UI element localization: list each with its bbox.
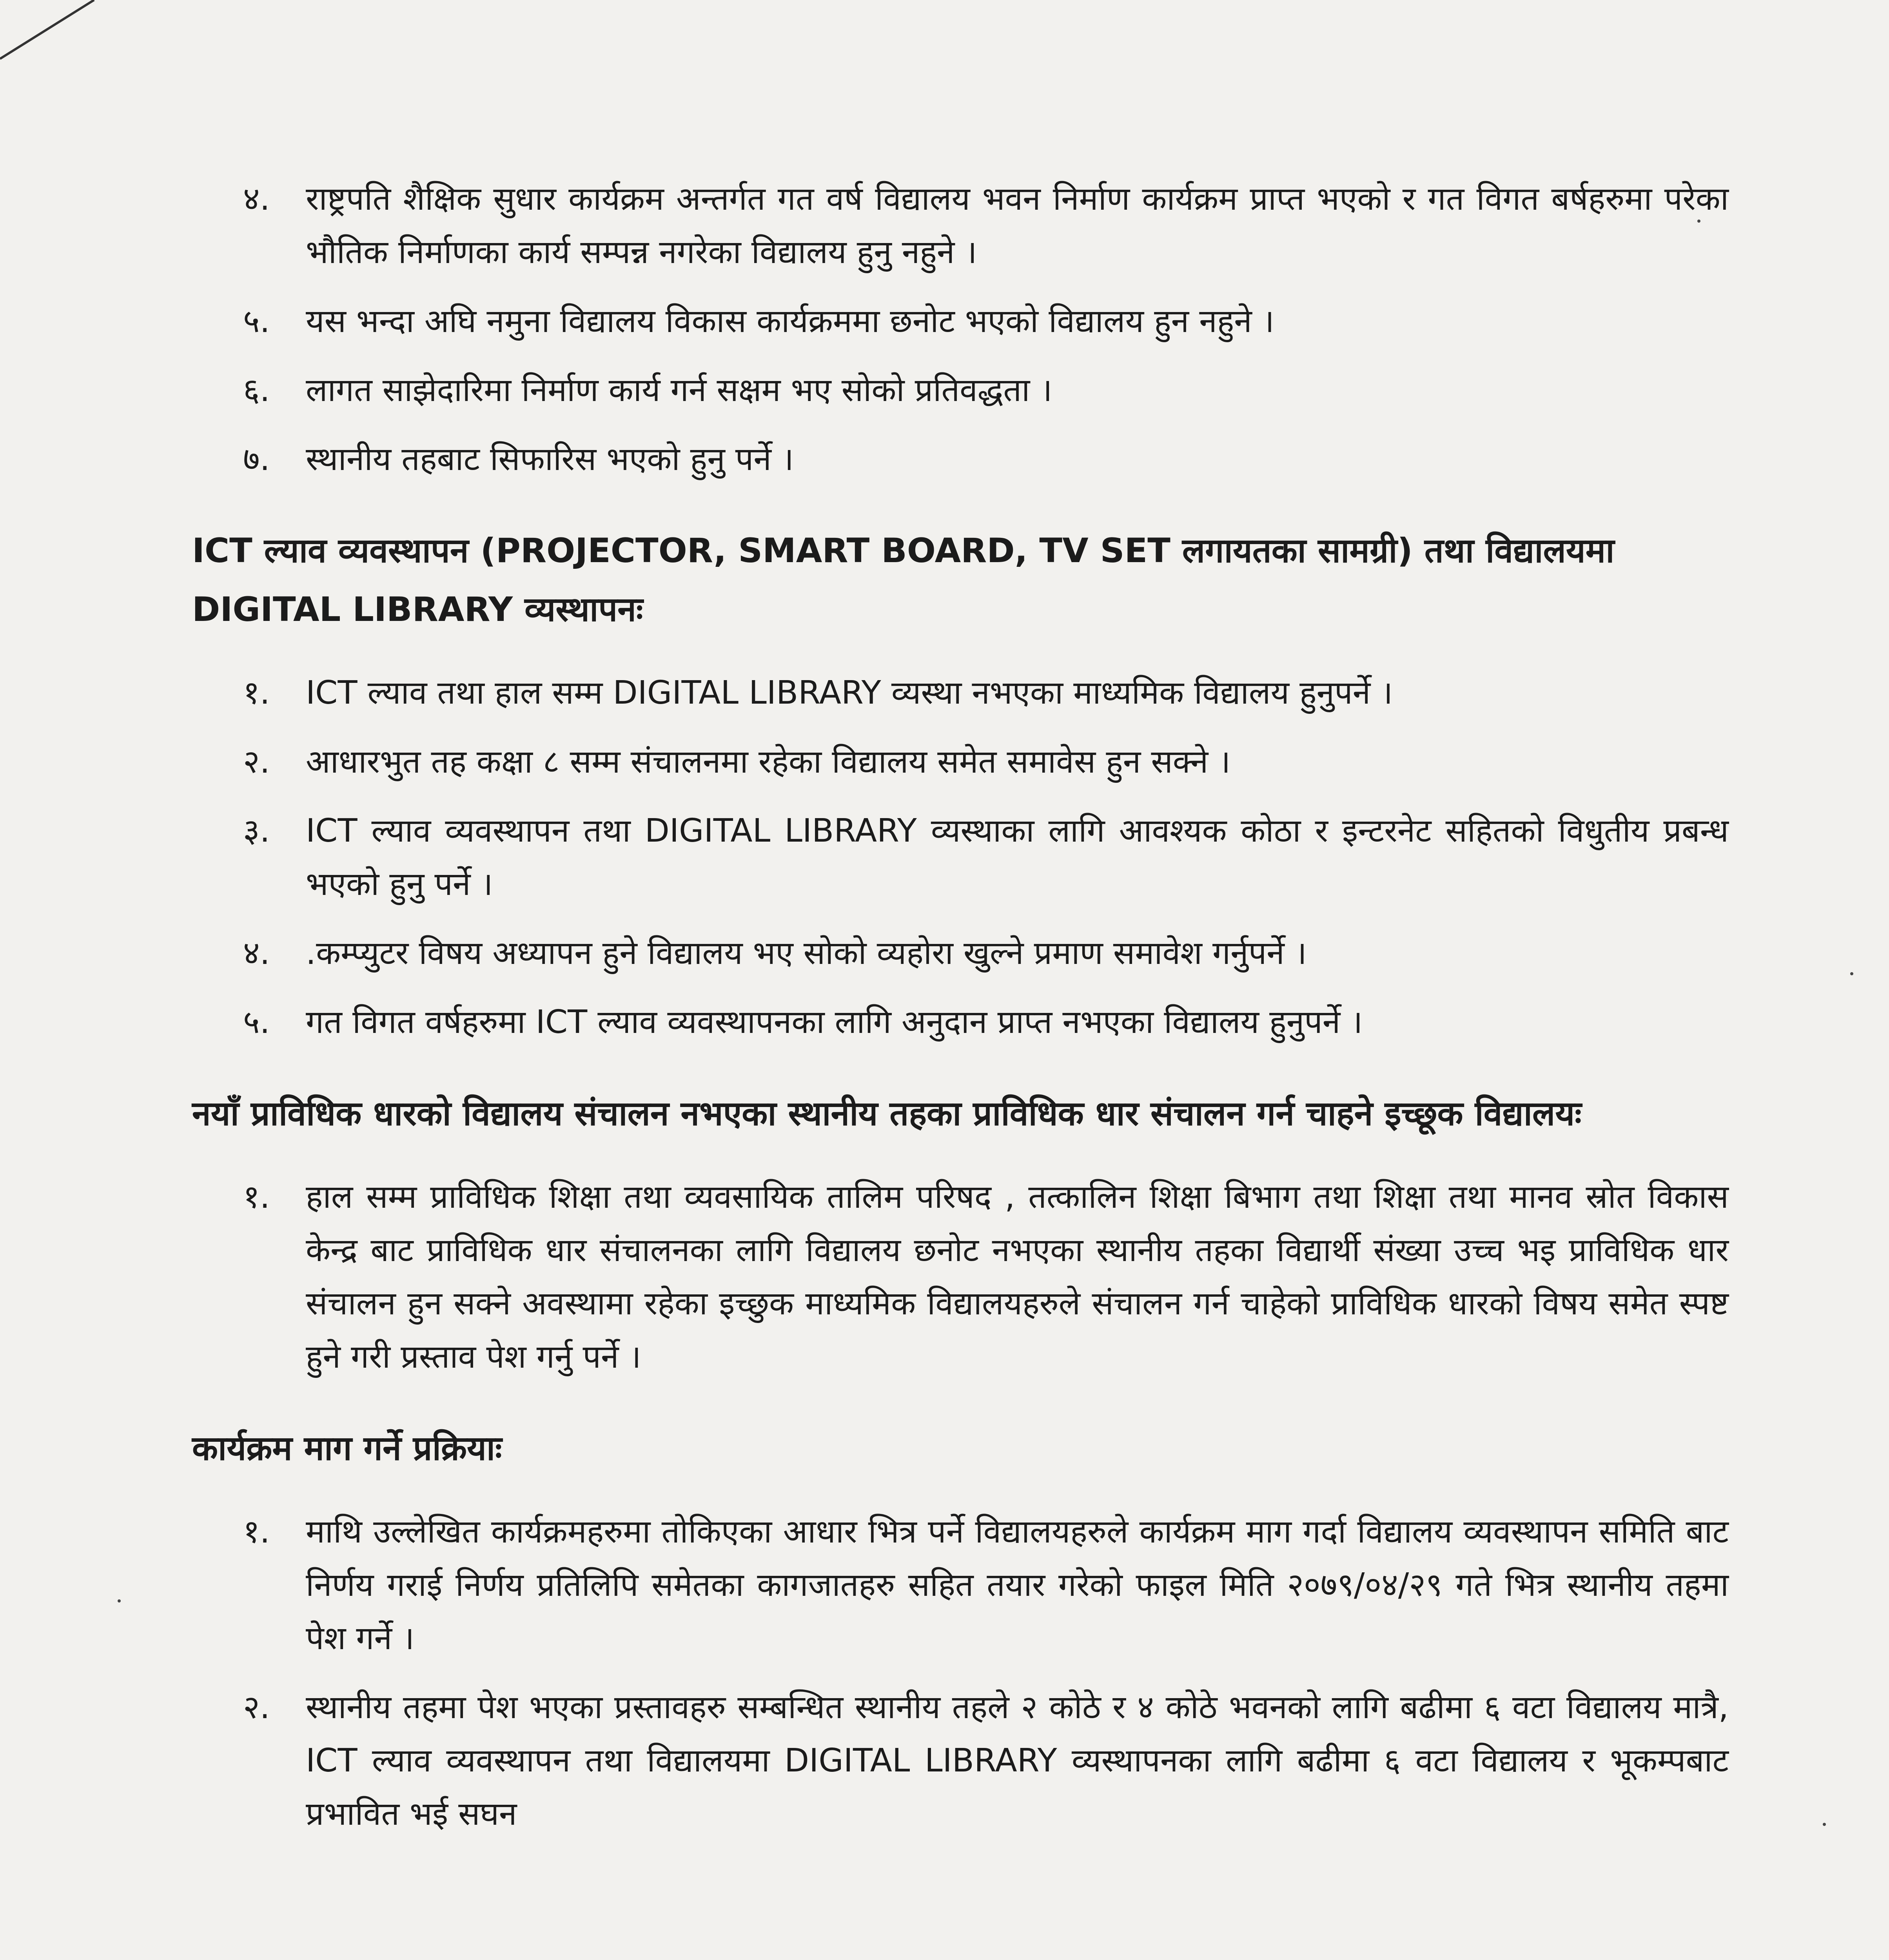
eligibility-list-continued (192, 172, 1729, 486)
item-number: ५. (243, 303, 270, 340)
item-text: ICT ल्याव व्यवस्थापन तथा DIGITAL LIBRARY व्यस्थाका लागि आवश्यक कोठा र इन्टरनेट सहितको विधुतीय प्रबन्ध भएको हुनु पर्ने । (306, 812, 1729, 903)
list-item (192, 666, 1729, 720)
item-number: ७. (243, 441, 270, 478)
item-text: आधारभुत तह कक्षा ८ सम्म संचालनमा रहेका विद्यालय समेत समावेस हुन सक्ने । (306, 743, 1231, 780)
item-number: १. (243, 1178, 270, 1216)
item-text: ICT ल्याव तथा हाल सम्म DIGITAL LIBRARY व्यस्था नभएका माध्यमिक विद्यालय हुनुपर्ने । (306, 674, 1393, 711)
list-item (192, 1505, 1729, 1665)
list-item (192, 927, 1729, 980)
list-item (192, 172, 1729, 279)
item-number: ३. (243, 812, 270, 849)
item-text: .कम्प्युटर विषय अध्यापन हुने विद्यालय भए सोको व्यहोरा खुल्ने प्रमाण समावेश गर्नुपर्ने । (306, 935, 1307, 972)
list-item (192, 1171, 1729, 1384)
item-text: लागत साझेदारिमा निर्माण कार्य गर्न सक्षम भए सोको प्रतिवद्धता । (306, 372, 1052, 409)
item-text: माथि उल्लेखित कार्यक्रमहरुमा तोकिएका आधार भित्र पर्ने विद्यालयहरुले कार्यक्रम माग गर्दा विद्यालय व्यवस्थापन समिति बाट निर्णय गराई निर्णय प्रतिलिपि समेतका कागजातहरु सहित तयार गरेको फाइल मिति २०७९/०४/२९ गते भित्र स्थानीय तहमा पेश गर्ने । (306, 1513, 1729, 1657)
item-number: ५. (243, 1004, 270, 1041)
list-item (192, 1681, 1729, 1841)
item-text: राष्ट्रपति शैक्षिक सुधार कार्यक्रम अन्तर्गत गत वर्ष विद्यालय भवन निर्माण कार्यक्रम प्राप्त भएको र गत विगत बर्षहरुमा परेका भौतिक निर्माणका कार्य सम्पन्न नगरेका विद्यालय हुनु नहुने । (306, 180, 1729, 271)
corner-pen-mark (0, 0, 102, 67)
scan-speck (1850, 972, 1853, 975)
item-number: ४. (243, 935, 270, 972)
list-item (192, 295, 1729, 348)
scan-speck (1823, 1823, 1826, 1826)
item-number: १. (243, 674, 270, 711)
scan-speck (118, 1599, 121, 1602)
document-body (192, 172, 1729, 1857)
item-text: स्थानीय तहमा पेश भएका प्रस्तावहरु सम्बन्धित स्थानीय तहले २ कोठे र ४ कोठे भवनको लागि बढीमा ६ वटा विद्यालय मात्रै, ICT ल्याव व्यवस्थापन तथा विद्यालयमा DIGITAL LIBRARY व्यस्थापनका लागि बढीमा ६ वटा विद्यालय र भूकम्पबाट प्रभावित भई सघन (306, 1689, 1729, 1833)
ict-section-heading: ICT ल्याव व्यवस्थापन (PROJECTOR, SMART BOARD, TV SET लगायतका सामग्री) तथा विद्यालयमा DIGITAL LIBRARY व्यस्थापनः (192, 531, 1615, 629)
item-text: हाल सम्म प्राविधिक शिक्षा तथा व्यवसायिक तालिम परिषद , तत्कालिन शिक्षा बिभाग तथा शिक्षा तथा मानव स्रोत विकास केन्द्र बाट प्राविधिक धार संचालनका लागि विद्यालय छनोट नभएका स्थानीय तहका विद्यार्थी संख्या उच्च भइ प्राविधिक धार संचालन हुन सक्ने अवस्थामा रहेका इच्छुक माध्यमिक विद्यालयहरुले संचालन गर्न चाहेको प्राविधिक धारको विषय समेत स्पष्ट हुने गरी प्रस्ताव पेश गर्नु पर्ने । (306, 1178, 1729, 1376)
item-text: गत विगत वर्षहरुमा ICT ल्याव व्यवस्थापनका लागि अनुदान प्राप्त नभएका विद्यालय हुनुपर्ने । (306, 1004, 1363, 1041)
item-number: २. (243, 743, 270, 780)
list-item (192, 433, 1729, 486)
process-section-heading: कार्यक्रम माग गर्ने प्रक्रियाः (192, 1429, 502, 1468)
ict-criteria-list (192, 666, 1729, 1049)
item-number: ४. (243, 180, 270, 218)
process-list (192, 1505, 1729, 1841)
technical-stream-section-heading: नयाँ प्राविधिक धारको विद्यालय संचालन नभएका स्थानीय तहका प्राविधिक धार संचालन गर्न चाहने इच्छूक विद्यालयः (192, 1094, 1582, 1133)
list-item (192, 735, 1729, 789)
list-item (192, 364, 1729, 417)
item-text: यस भन्दा अघि नमुना विद्यालय विकास कार्यक्रममा छनोट भएको विद्यालय हुन नहुने । (306, 303, 1274, 340)
list-item (192, 996, 1729, 1049)
item-number: २. (243, 1689, 270, 1726)
item-text: स्थानीय तहबाट सिफारिस भएको हुनु पर्ने । (306, 441, 794, 478)
list-item (192, 804, 1729, 911)
scan-speck (1697, 220, 1700, 223)
item-number: १. (243, 1513, 270, 1550)
technical-stream-list (192, 1171, 1729, 1384)
item-number: ६. (243, 372, 270, 409)
